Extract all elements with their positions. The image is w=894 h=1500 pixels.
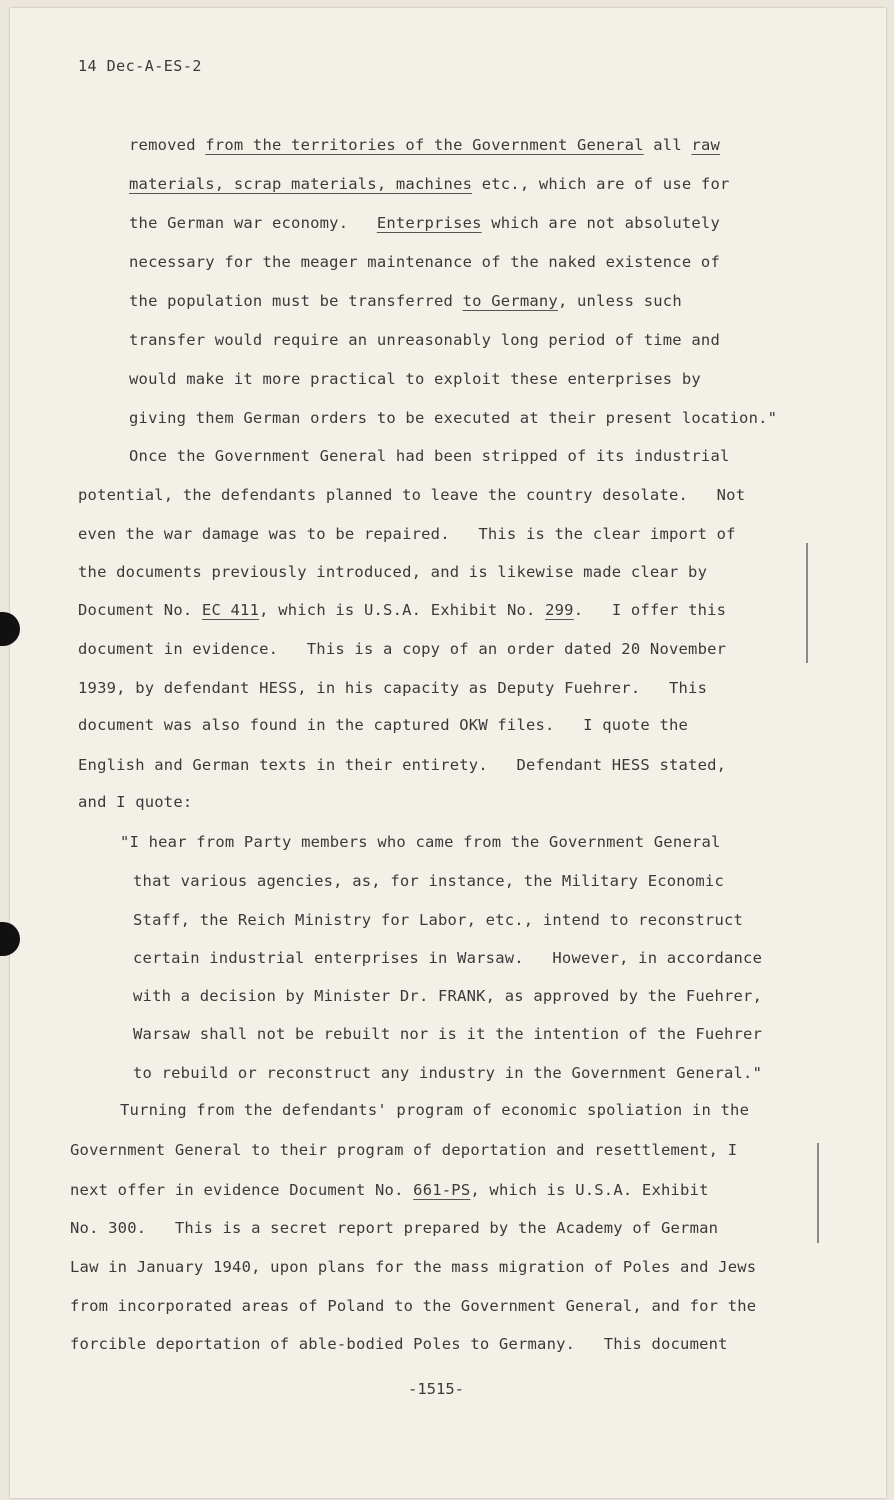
- underlined-text: from the territories of the Government General: [205, 136, 644, 154]
- text-line: [78, 792, 192, 812]
- text-segment: , unless such: [557, 292, 682, 310]
- text-segment: the German war economy.: [129, 214, 377, 232]
- text-segment: and I quote:: [78, 793, 193, 811]
- text-line: [70, 1334, 728, 1354]
- text-segment: that various agencies, as, for instance, the Military Economic: [133, 872, 724, 890]
- text-segment: the documents previously introduced, and is likewise made clear by: [78, 563, 708, 581]
- text-segment: potential, the defendants planned to leave the country desolate. Not: [78, 486, 746, 504]
- page-number: -1515-: [408, 1380, 464, 1398]
- text-line: [70, 1296, 756, 1316]
- text-segment: necessary for the meager maintenance of the naked existence of: [129, 253, 720, 271]
- text-line: [120, 1100, 749, 1120]
- text-segment: . I offer this: [573, 601, 727, 619]
- text-segment: which are not absolutely: [481, 214, 720, 232]
- text-line: [78, 562, 707, 582]
- text-line: [78, 524, 736, 544]
- text-segment: Government General to their program of deportation and resettlement, I: [70, 1141, 738, 1159]
- text-line: [133, 871, 724, 891]
- text-line: [78, 715, 688, 735]
- text-line: [133, 948, 762, 968]
- text-segment: the population must be transferred: [129, 292, 463, 310]
- text-segment: English and German texts in their entirety. Defendant HESS stated,: [78, 756, 727, 774]
- underlined-text: to Germany: [462, 292, 558, 310]
- text-segment: all: [643, 136, 692, 154]
- text-line: [129, 330, 720, 350]
- text-segment: to rebuild or reconstruct any industry in the Government General.": [133, 1064, 763, 1082]
- text-segment: Once the Government General had been stripped of its industrial: [129, 447, 730, 465]
- text-line: [78, 485, 745, 505]
- text-segment: next offer in evidence Document No.: [70, 1181, 414, 1199]
- text-segment: document was also found in the captured OKW files. I quote the: [78, 716, 689, 734]
- text-segment: Staff, the Reich Ministry for Labor, etc., intend to reconstruct: [133, 911, 744, 929]
- text-segment: , which is U.S.A. Exhibit: [470, 1181, 709, 1199]
- text-segment: Turning from the defendants' program of economic spoliation in the: [120, 1101, 750, 1119]
- underlined-text: 299: [545, 601, 574, 619]
- text-segment: etc., which are of use for: [472, 175, 730, 193]
- text-line: [78, 755, 726, 775]
- text-line: [78, 678, 707, 698]
- text-line: [133, 1024, 762, 1044]
- text-line: [129, 446, 730, 466]
- text-line: [70, 1257, 756, 1277]
- text-line: [70, 1180, 709, 1200]
- text-segment: transfer would require an unreasonably long period of time and: [129, 331, 720, 349]
- text-segment: Law in January 1940, upon plans for the mass migration of Poles and Jews: [70, 1258, 757, 1276]
- margin-mark-upper: [806, 543, 808, 663]
- text-segment: , which is U.S.A. Exhibit No.: [259, 601, 546, 619]
- text-segment: Document No.: [78, 601, 202, 619]
- text-line: [129, 213, 720, 233]
- text-segment: document in evidence. This is a copy of an order dated 20 November: [78, 640, 727, 658]
- text-segment: "I hear from Party members who came from the Government General: [120, 833, 721, 851]
- text-line: [129, 135, 720, 155]
- text-line: [78, 600, 726, 620]
- text-line: [78, 639, 726, 659]
- underlined-text: EC 411: [201, 601, 260, 619]
- text-segment: giving them German orders to be executed at their present location.": [129, 409, 778, 427]
- text-segment: from incorporated areas of Poland to the Government General, and for the: [70, 1297, 757, 1315]
- text-segment: with a decision by Minister Dr. FRANK, as approved by the Fuehrer,: [133, 987, 763, 1005]
- text-segment: 1939, by defendant HESS, in his capacity as Deputy Fuehrer. This: [78, 679, 708, 697]
- underlined-text: raw: [691, 136, 721, 154]
- text-line: [133, 910, 743, 930]
- underlined-text: 661-PS: [413, 1181, 471, 1199]
- text-line: [133, 1063, 762, 1083]
- text-segment: Warsaw shall not be rebuilt nor is it the intention of the Fuehrer: [133, 1025, 763, 1043]
- margin-mark-lower: [817, 1143, 819, 1243]
- text-line: [129, 369, 701, 389]
- text-segment: forcible deportation of able-bodied Poles to Germany. This document: [70, 1335, 728, 1353]
- text-line: [129, 408, 777, 428]
- text-line: [133, 986, 762, 1006]
- text-line: [120, 832, 721, 852]
- text-line: [70, 1140, 737, 1160]
- text-line: [70, 1218, 718, 1238]
- underlined-text: materials, scrap materials, machines: [129, 175, 473, 193]
- text-segment: even the war damage was to be repaired. This is the clear import of: [78, 525, 736, 543]
- text-segment: No. 300. This is a secret report prepared by the Academy of German: [70, 1219, 719, 1237]
- text-segment: would make it more practical to exploit these enterprises by: [129, 370, 701, 388]
- document-header: 14 Dec-A-ES-2: [78, 57, 202, 75]
- text-line: [129, 252, 720, 272]
- text-segment: certain industrial enterprises in Warsaw. However, in accordance: [133, 949, 763, 967]
- text-line: [129, 291, 682, 311]
- text-segment: removed: [129, 136, 206, 154]
- underlined-text: Enterprises: [376, 214, 482, 232]
- text-line: [129, 174, 730, 194]
